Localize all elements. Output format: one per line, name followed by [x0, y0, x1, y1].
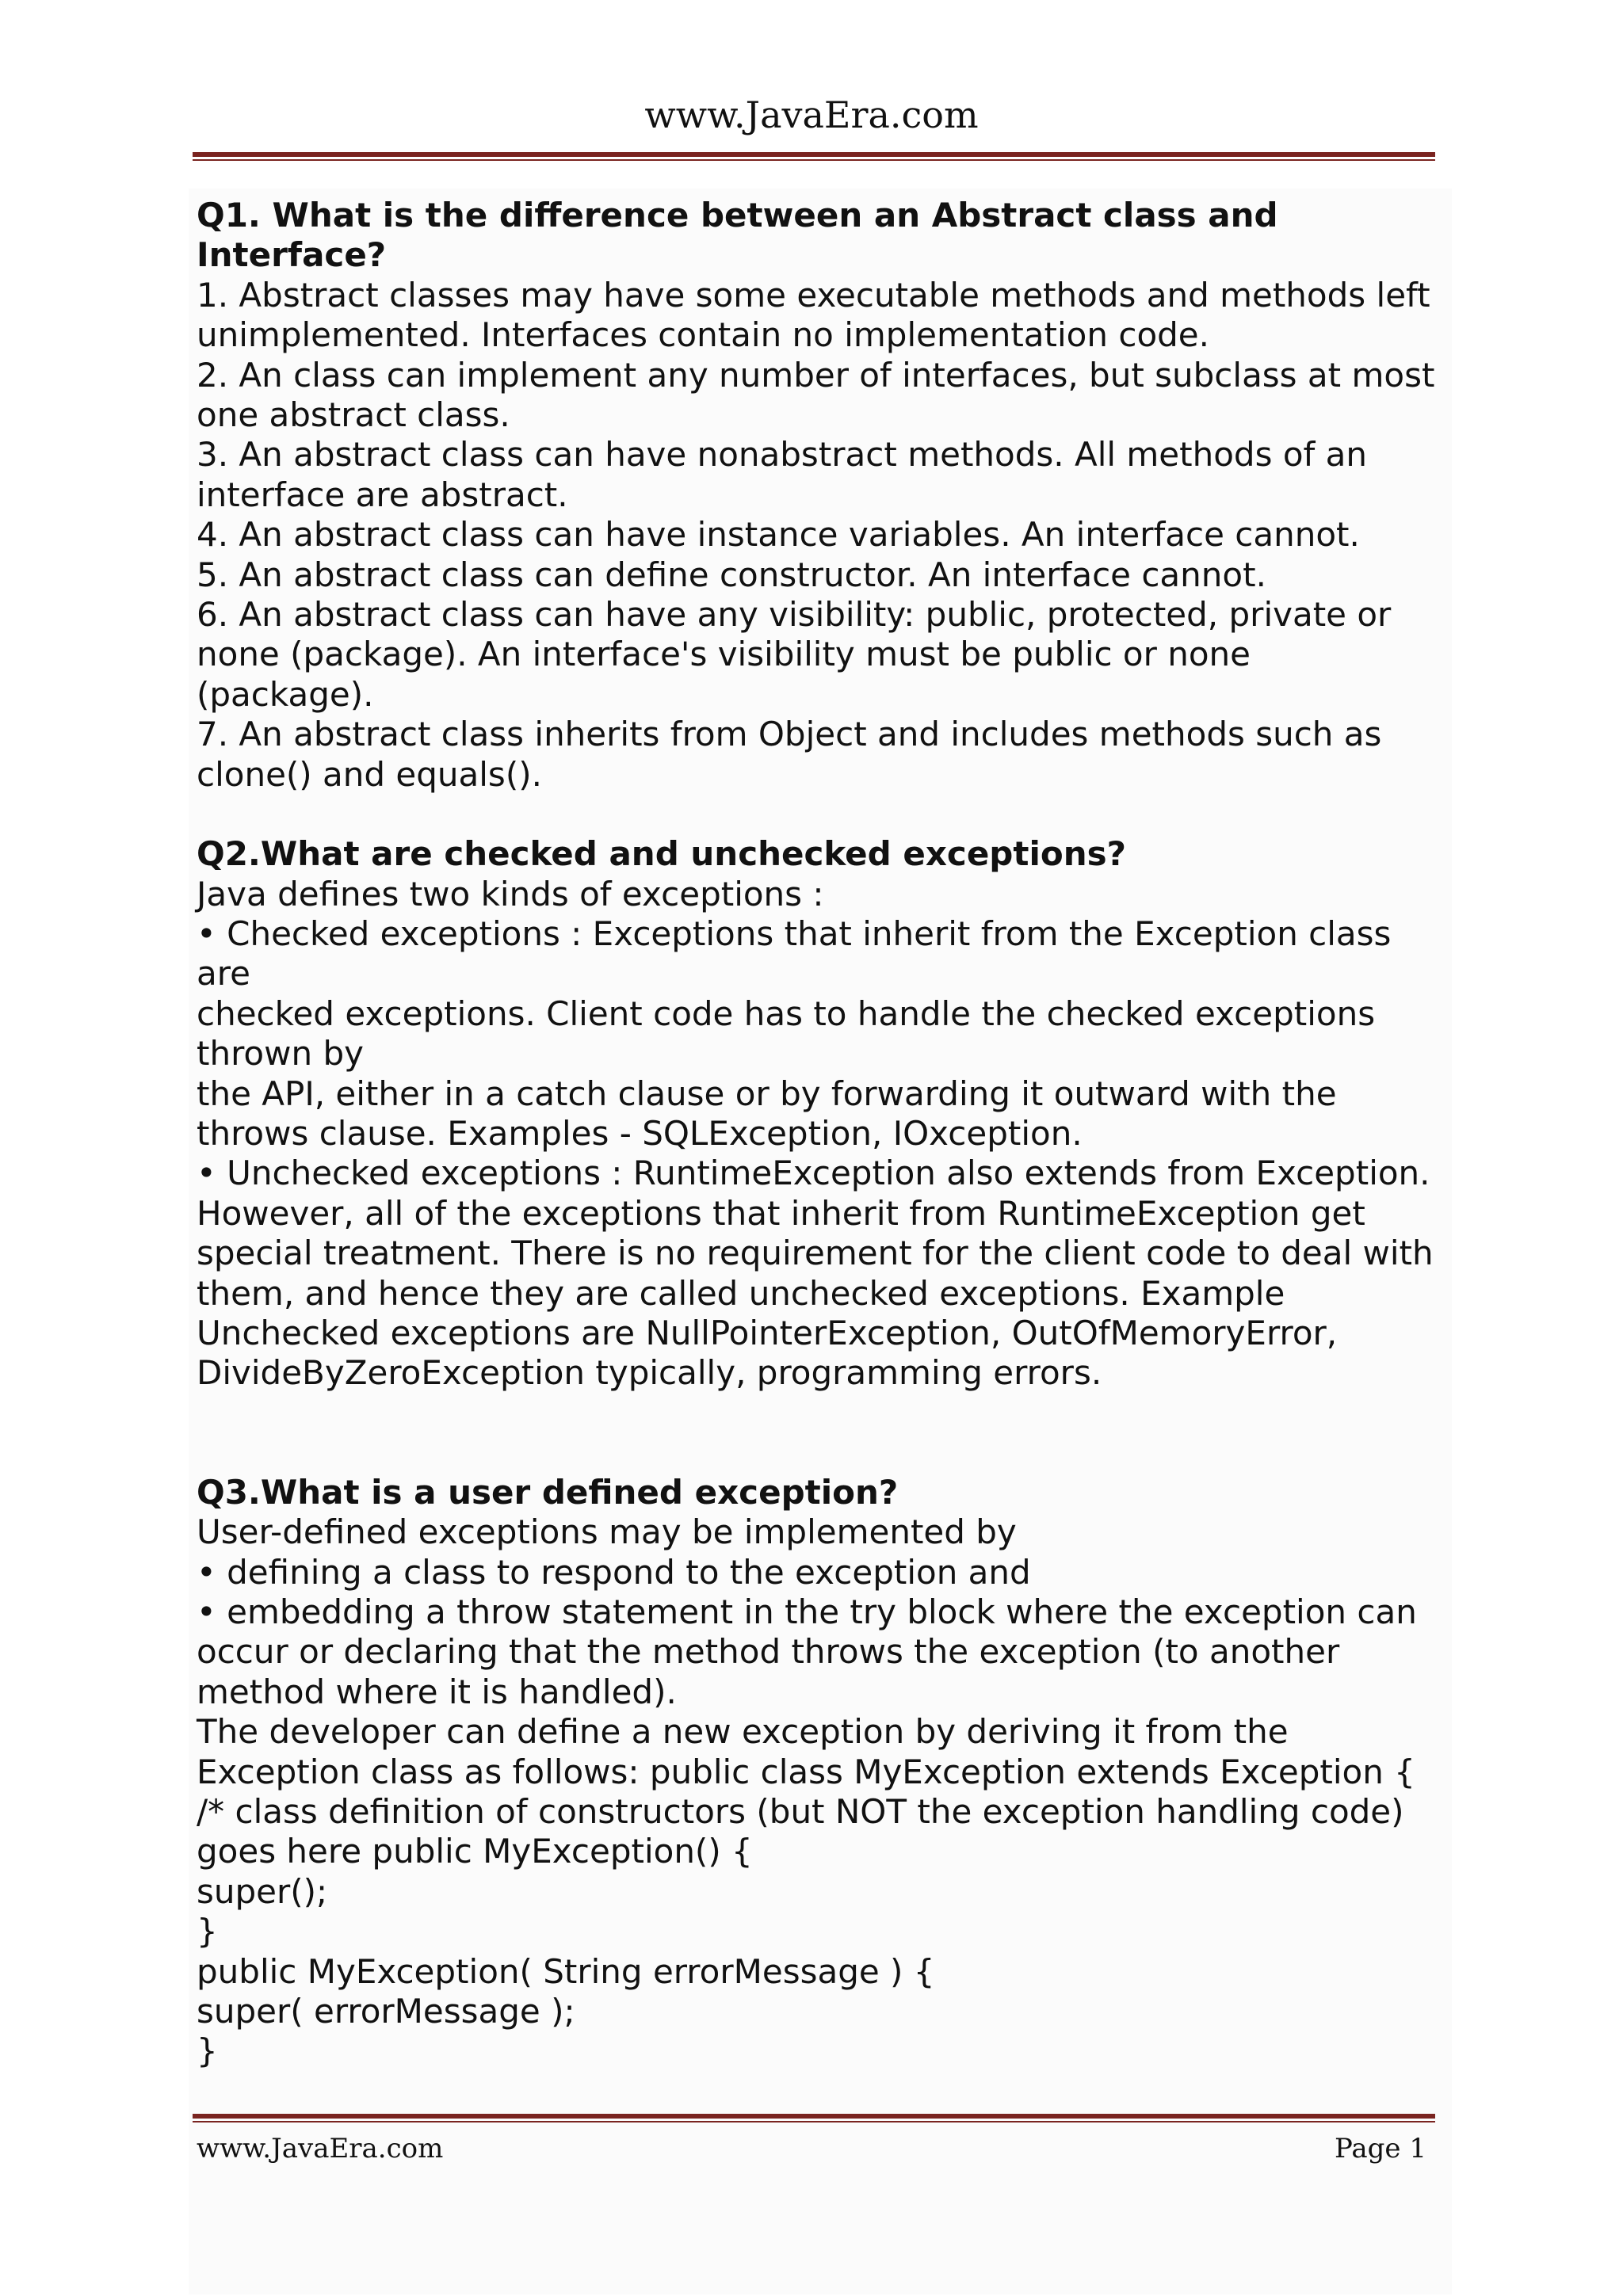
- footer-site: www.JavaEra.com: [197, 2133, 444, 2164]
- answer-line: Unchecked exceptions are NullPointerException, OutOfMemoryError,: [197, 1313, 1338, 1352]
- question-2: [197, 834, 1449, 1394]
- question-1-heading-line-1: Q1. What is the difference between an Abstract class and: [197, 196, 1278, 235]
- footer-page-number: Page 1: [1335, 2133, 1426, 2164]
- answer-line: throws clause. Examples - SQLException, IOxception.: [197, 1113, 1083, 1153]
- question-3-heading: Q3.What is a user defined exception?: [197, 1472, 899, 1512]
- answer-line: DivideByZeroException typically, programming errors.: [197, 1353, 1102, 1393]
- answer-line: special treatment. There is no requirement for the client code to deal with: [197, 1234, 1434, 1273]
- answer-line: one abstract class.: [197, 395, 510, 435]
- answer-line: none (package). An interface's visibility must be public or none: [197, 635, 1251, 674]
- answer-line: • defining a class to respond to the exception and: [197, 1552, 1031, 1592]
- section-spacer: [197, 795, 1449, 834]
- answer-line: clone() and equals().: [197, 754, 542, 794]
- section-spacer: [197, 1394, 1449, 1473]
- footer-rule: [193, 2114, 1435, 2122]
- answer-line: 7. An abstract class inherits from Object and includes methods such as: [197, 715, 1382, 754]
- answer-line: Exception class as follows: public class MyException extends Exception {: [197, 1752, 1415, 1791]
- answer-line: are: [197, 954, 250, 994]
- answer-line: }: [197, 1912, 218, 1951]
- answer-line: them, and hence they are called unchecked exceptions. Example: [197, 1273, 1285, 1313]
- answer-line: 1. Abstract classes may have some executable methods and methods left: [197, 275, 1430, 315]
- answer-line: • Unchecked exceptions : RuntimeException also extends from Exception.: [197, 1154, 1430, 1193]
- answer-line: 4. An abstract class can have instance variables. An interface cannot.: [197, 515, 1360, 555]
- document-body: [197, 196, 1449, 2072]
- answer-line: User-defined exceptions may be implemented by: [197, 1512, 1017, 1552]
- answer-line: • embedding a throw statement in the try block where the exception can: [197, 1592, 1417, 1631]
- answer-line: goes here public MyException() {: [197, 1832, 753, 1871]
- answer-line: super( errorMessage );: [197, 1992, 575, 2031]
- answer-line: interface are abstract.: [197, 475, 568, 514]
- answer-line: public MyException( String errorMessage ) {: [197, 1951, 935, 1991]
- answer-line: /* class definition of constructors (but NOT the exception handling code): [197, 1792, 1404, 1832]
- answer-line: 2. An class can implement any number of interfaces, but subclass at most: [197, 355, 1435, 395]
- answer-line: 3. An abstract class can have nonabstract methods. All methods of an: [197, 435, 1368, 475]
- answer-line: 5. An abstract class can define constructor. An interface cannot.: [197, 555, 1266, 594]
- header-rule: [193, 152, 1435, 161]
- header-site-title: www.JavaEra.com: [644, 93, 979, 136]
- answer-line: occur or declaring that the method throws the exception (to another: [197, 1632, 1340, 1672]
- question-2-heading: Q2.What are checked and unchecked exceptions?: [197, 834, 1126, 874]
- answer-line: checked exceptions. Client code has to handle the checked exceptions: [197, 994, 1376, 1033]
- answer-line: unimplemented. Interfaces contain no implementation code.: [197, 315, 1209, 355]
- question-1: [197, 196, 1449, 795]
- answer-line: the API, either in a catch clause or by forwarding it outward with the: [197, 1074, 1337, 1113]
- answer-line: method where it is handled).: [197, 1672, 677, 1711]
- answer-line: }: [197, 2031, 218, 2071]
- answer-line: • Checked exceptions : Exceptions that inherit from the Exception class: [197, 913, 1392, 953]
- answer-line: Java defines two kinds of exceptions :: [197, 874, 824, 913]
- answer-line: 6. An abstract class can have any visibility: public, protected, private or: [197, 595, 1392, 635]
- answer-line: thrown by: [197, 1034, 364, 1074]
- answer-line: (package).: [197, 674, 374, 714]
- question-1-heading-line-2: Interface?: [197, 235, 387, 275]
- answer-line: However, all of the exceptions that inherit from RuntimeException get: [197, 1193, 1365, 1233]
- answer-line: super();: [197, 1871, 328, 1911]
- question-3: [197, 1473, 1449, 2072]
- answer-line: The developer can define a new exception by deriving it from the: [197, 1712, 1289, 1752]
